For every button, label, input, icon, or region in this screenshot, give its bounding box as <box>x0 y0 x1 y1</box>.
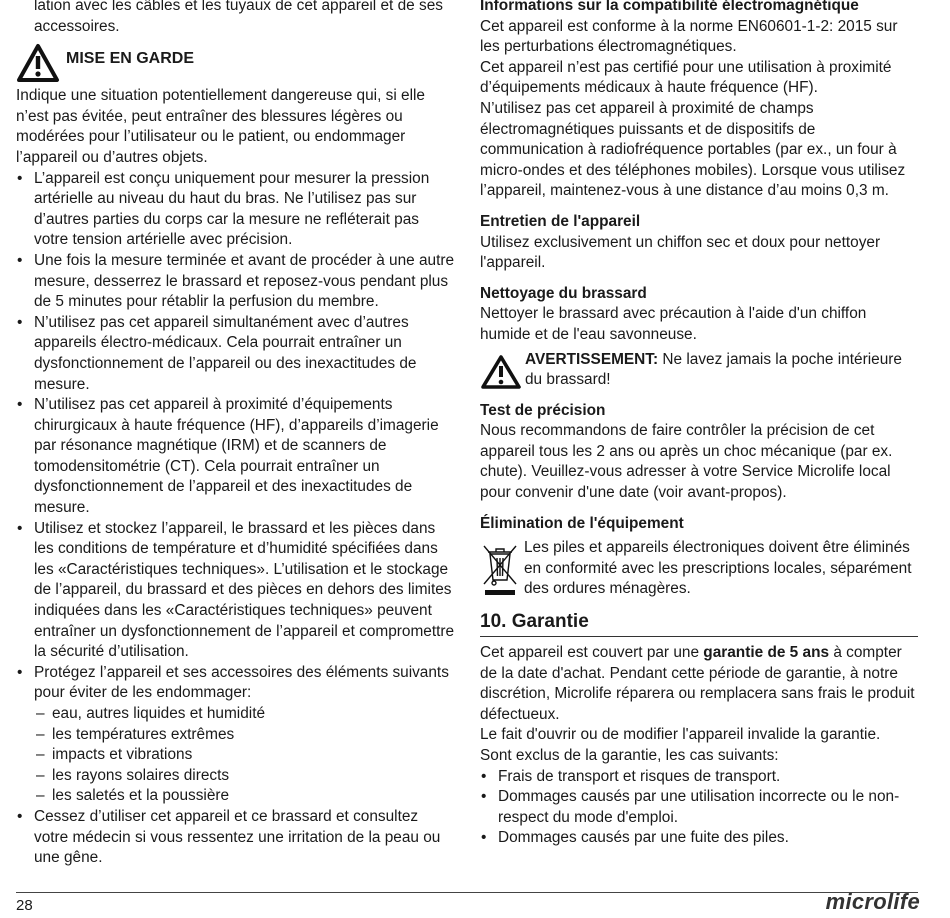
list-item: • N’utilisez pas cet appareil simultanément avec d’autres appareils électro-médicaux. Cela pourrait entraîner un dysfonctionnement de l’appareil ou des inexactitudes de mesure. <box>16 313 456 395</box>
accuracy-paragraph: Nous recommandons de faire contrôler la précision de cet appareil tous les 2 ans ou après un choc mécanique (par ex. chute). Veuillez-vous adresser à votre Service Microlife local pour convenir d'une date (voir avant-propos). <box>480 422 893 502</box>
warning-triangle-icon <box>16 43 60 83</box>
list-item: • Cessez d’utiliser cet appareil et ce brassard et consultez votre médecin si vous ressentez une irritation de la peau ou une gêne. <box>16 807 456 869</box>
safety-list <box>16 169 456 869</box>
caution-label: AVERTISSEMENT: <box>525 350 659 368</box>
warning-title: MISE EN GARDE <box>66 50 195 68</box>
list-item: • N’utilisez pas cet appareil à proximité d’équipements chirurgicaux à haute fréquence (HF), d’appareils d’imagerie par résonance magnétique (IRM) et de scanners de tomodensitométrie (CT). Cela pourrait entraîner un dysfonctionnement de l’appareil et des inexactitudes de mesure. <box>16 395 456 519</box>
left-column <box>16 0 456 869</box>
warning-triangle-icon <box>480 354 522 390</box>
warranty-exclusions-list <box>480 767 918 849</box>
warranty-text-pre: Cet appareil est couvert par une <box>480 644 704 662</box>
emc-paragraph-2: Cet appareil n’est pas certifié pour une utilisation à proximité d’équipements médicaux à haute fréquence (HF). <box>480 58 892 97</box>
sub-list-item: – impacts et vibrations <box>34 745 456 766</box>
intro-paragraph: lation avec les câbles et les tuyaux de cet appareil et de ses accessoires. <box>34 0 443 35</box>
crossed-bin-icon <box>480 540 520 598</box>
warranty-bold: garantie de 5 ans <box>703 644 830 662</box>
footer-divider <box>16 892 918 893</box>
warranty-paragraph <box>480 643 918 725</box>
caution-block <box>480 350 918 391</box>
emc-paragraph-3: N’utilisez pas cet appareil à proximité de champs électromagnétiques puissants et de dispositifs de communication à radiofréquence portables (par ex., un four à micro-ondes et des téléphones mobiles). Lorsque vous utilisez l’appareil, maintenez-vous à une distance d’au moins 0,3 m. <box>480 99 906 200</box>
brand-logo: microlife <box>825 889 920 914</box>
sub-list <box>34 704 456 807</box>
page-number: 28 <box>16 897 33 914</box>
list-item: • Dommages causés par une fuite des piles. <box>480 828 918 849</box>
sub-list-item: – les saletés et la poussière <box>34 786 456 807</box>
warning-text: Indique une situation potentiellement dangereuse qui, si elle n’est pas évitée, peut entraîner des blessures légères ou modérées pour l’utilisateur ou le patient, ou endommager l’appareil ou d’autres objets. <box>16 87 425 166</box>
warranty-heading: 10. Garantie <box>480 610 918 637</box>
disposal-block <box>480 538 918 600</box>
right-column <box>480 0 918 849</box>
emc-paragraph: Cet appareil est conforme à la norme EN60601-1-2: 2015 sur les perturbations électromagnétiques. <box>480 17 898 56</box>
cuff-cleaning-paragraph: Nettoyer le brassard avec précaution à l'aide d'un chiffon humide et de l'eau savonneuse. <box>480 305 867 343</box>
warranty-paragraph-3: Sont exclus de la garantie, les cas suivants: <box>480 747 779 764</box>
list-item-text: Protégez l’appareil et ses accessoires des éléments suivants pour éviter de les endommager: <box>34 663 449 702</box>
list-item: • L’appareil est conçu uniquement pour mesurer la pression artérielle au niveau du haut du bras. Ne l’utilisez pas sur d’autres parties du corps car la mesure ne refléterait pas votre tension artérielle avec précision. <box>16 169 456 251</box>
list-item <box>16 663 456 807</box>
warranty-paragraph-2: Le fait d'ouvrir ou de modifier l'appareil invalide la garantie. <box>480 726 881 744</box>
sub-list-item: – eau, autres liquides et humidité <box>34 704 456 725</box>
sub-list-item: – les températures extrêmes <box>34 725 456 746</box>
list-item: • Utilisez et stockez l’appareil, le brassard et les pièces dans les conditions de température et d’humidité spécifiées dans les «Caractéristiques techniques». L’utilisation et le stockage de l’appareil, du brassard et des pièces en dehors des limites indiquées dans les «Caractéristiques techniques» peuvent entraîner un dysfonctionnement de l’appareil et compromettre la sécurité d’utilisation. <box>16 519 456 663</box>
accuracy-heading: Test de précision <box>480 401 606 419</box>
warning-header <box>16 43 456 83</box>
list-item: • Une fois la mesure terminée et avant de procéder à une autre mesure, desserrez le brassard et reposez-vous pendant plus de 5 minutes pour rétablir la perfusion du membre. <box>16 251 456 313</box>
list-item: • Frais de transport et risques de transport. <box>480 767 918 788</box>
caution-text <box>525 350 918 391</box>
cuff-cleaning-heading: Nettoyage du brassard <box>480 284 647 302</box>
disposal-heading: Élimination de l'équipement <box>480 514 684 532</box>
disposal-paragraph: Les piles et appareils électroniques doivent être éliminés en conformité avec les prescriptions locales, séparément des ordures ménagères. <box>524 539 912 598</box>
maintenance-heading: Entretien de l'appareil <box>480 212 641 230</box>
maintenance-paragraph: Utilisez exclusivement un chiffon sec et doux pour nettoyer l'appareil. <box>480 233 881 272</box>
emc-heading: Informations sur la compatibilité électromagnétique <box>480 0 859 14</box>
list-item: • Dommages causés par une utilisation incorrecte ou le non-respect du mode d'emploi. <box>480 787 918 828</box>
sub-list-item: – les rayons solaires directs <box>34 766 456 787</box>
warranty-text-post: à compter de la date d'achat. Pendant cette période de garantie, à notre discrétion, Microlife réparera ou remplacera sans frais le produit défectueux. <box>480 644 915 723</box>
caution-body: Ne lavez jamais la poche intérieure du brassard! <box>525 350 902 389</box>
